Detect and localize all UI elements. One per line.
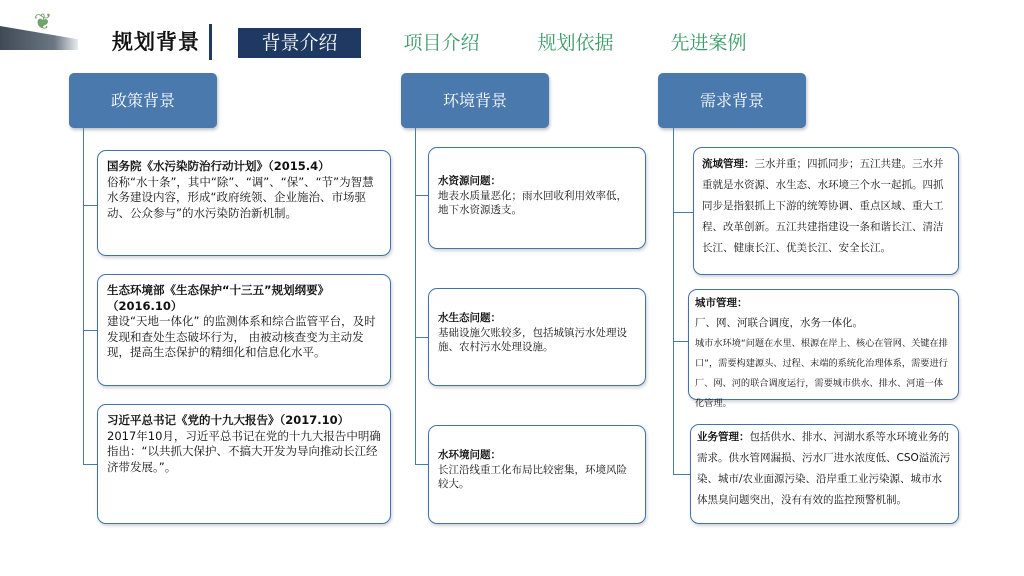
card-lead: 厂、网、河联合调度，水务一体化。 (695, 317, 863, 329)
card-heading: 业务管理： (697, 431, 750, 443)
page-title: 规划背景 (112, 30, 200, 54)
card-body: 地表水质量恶化；雨水回收利用效率低，地下水资源透支。 (438, 189, 627, 216)
card-heading: 水资源问题： (438, 175, 501, 187)
env-card-water-resources (428, 147, 646, 249)
environment-background-header: 环境背景 (401, 73, 549, 128)
leaf-logo-icon: ❦ (33, 10, 53, 35)
tab-background-intro[interactable]: 背景介绍 (238, 28, 361, 58)
environment-branch (415, 464, 428, 465)
policy-branch (83, 330, 97, 331)
demand-branch (673, 474, 690, 475)
demand-card-business (690, 424, 959, 524)
policy-card-19th-report (97, 404, 391, 524)
env-card-water-environment (428, 425, 646, 524)
card-heading: 习近平总书记《党的十九大报告》（2017.10） (107, 413, 350, 427)
title-divider (209, 24, 212, 60)
card-heading: 城市管理： (695, 297, 748, 309)
demand-card-basin (693, 147, 959, 275)
card-body: 2017年10月，习近平总书记在党的十九大报告中明确指出：“以共抓大保护、不搞大开发为导向推动长江经济带发展。”。 (107, 428, 381, 474)
environment-branch (415, 195, 428, 196)
card-heading: 水生态问题： (438, 312, 501, 324)
env-card-water-ecology (428, 288, 646, 386)
card-body: 包括供水、排水、河湖水系等水环境业务的需求。供水管网漏损、污水厂进水浓度低、CSO溢流污染、城市/农业面源污染、沿岸重工业污染源、城市水体黑臭问题突出，没有有效的监控预警机制。 (697, 431, 951, 506)
environment-branch (415, 337, 428, 338)
demand-branch (673, 341, 688, 342)
demand-background-header: 需求背景 (658, 73, 806, 128)
policy-card-water-plan (97, 150, 391, 256)
tab-planning-basis[interactable]: 规划依据 (537, 32, 614, 54)
card-body: 城市水环境“问题在水里、根源在岸上、核心在管网、关键在排口”，需要构建源头、过程、末端的系统化治理体系，需要进行厂、网、河的联合调度运行，需要城市供水、排水、河道一体化管理。 (695, 338, 948, 409)
demand-branch (673, 212, 693, 213)
card-heading: 生态环境部《生态保护“十三五”规划纲要》（2016.10） (107, 283, 330, 313)
card-heading: 水环境问题： (438, 449, 501, 461)
card-body: 基础设施欠账较多，包括城镇污水处理设施、农村污水处理设施。 (438, 326, 627, 353)
policy-card-ecology-plan (97, 274, 391, 386)
card-body: 长江沿线重工化布局比较密集，环境风险较大。 (438, 463, 627, 490)
demand-card-city (688, 289, 959, 409)
card-body: 俗称“水十条”，其中“除”、“调”、“保”、“节”为智慧水务建设内容，形成“政府统领、企业施治、市场驱动、公众参与”的水污染防治新机制。 (107, 174, 374, 220)
policy-branch (83, 464, 97, 465)
policy-branch (83, 205, 97, 206)
card-body: 建设“天地一体化” 的监测体系和综合监管平台，及时发现和查处生态破坏行为， 由被动核查变为主动发现，提高生态保护的精细化和信息化水平。 (107, 314, 376, 359)
environment-connector (415, 128, 416, 464)
card-body: 三水并重；四抓同步；五江共建。三水并重就是水资源、水生态、水环境三个水一起抓。四抓同步是指狠抓上下游的统筹协调、重点区域、重大工程、改革创新。五江共建指建设一条和谐长江、清洁长江、健康长江、优美长江、安全长江。 (702, 158, 944, 254)
policy-background-header: 政策背景 (69, 73, 217, 128)
demand-connector (673, 128, 674, 474)
tab-project-intro[interactable]: 项目介绍 (403, 32, 480, 54)
card-heading: 国务院《水污染防治行动计划》（2015.4） (107, 159, 330, 173)
tab-advanced-cases[interactable]: 先进案例 (670, 32, 747, 54)
card-heading: 流域管理： (702, 158, 755, 170)
policy-connector (83, 128, 84, 464)
